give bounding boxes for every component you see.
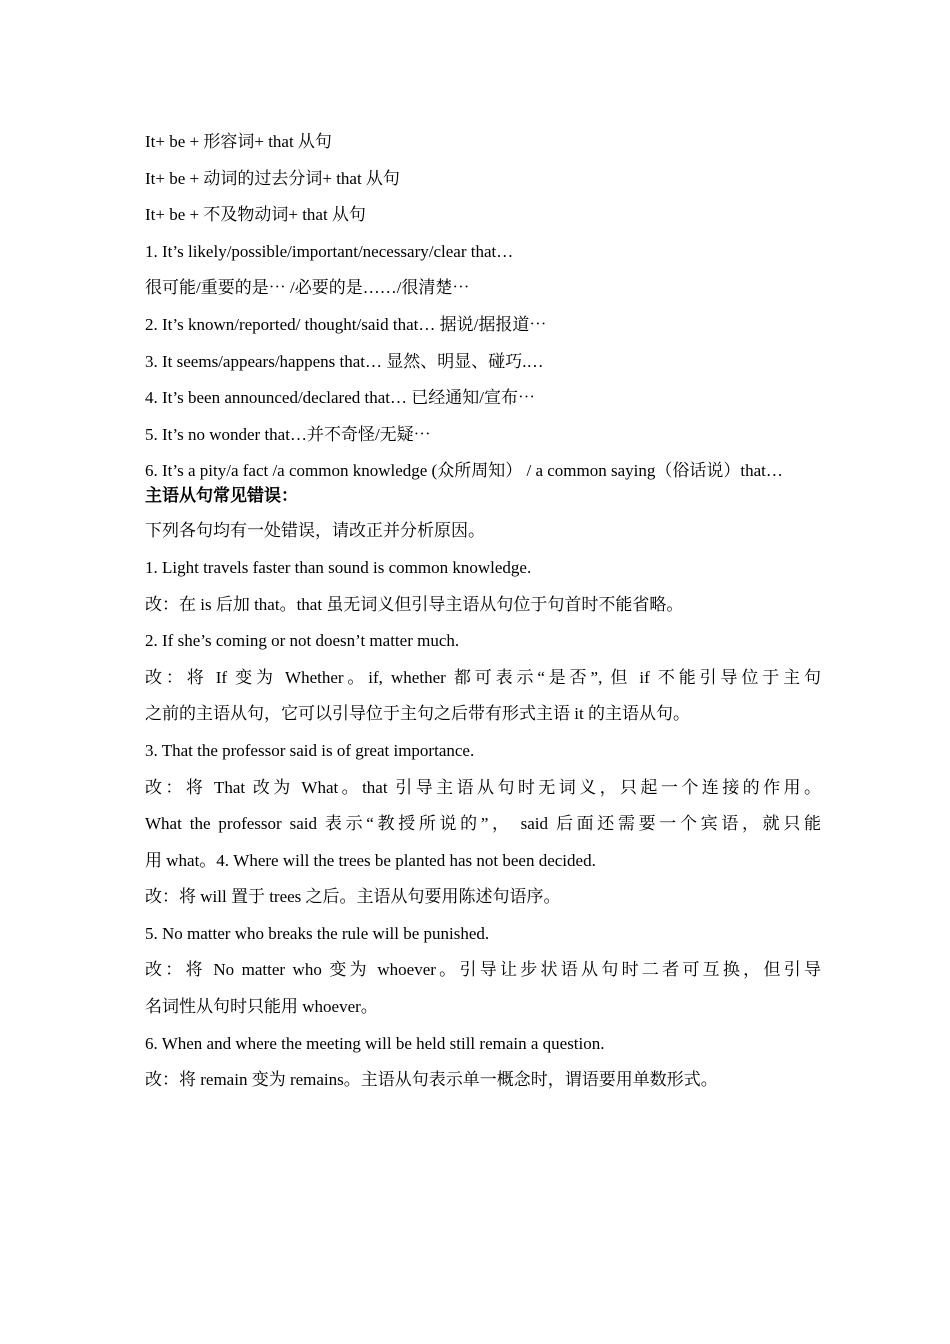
answer-2-line-2: 之前的主语从句，它可以引导位于主句之后带有形式主语 it 的主语从句。 [145,704,690,724]
pattern-line-3: It+ be + 不及物动词+ that 从句 [145,205,366,225]
answer-5-line-1-text: 改：将 No matter who 变为 whoever。引导让步状语从句时二者可互换，但引导 [145,960,821,980]
question-6: 6. When and where the meeting will be held still remain a question. [145,1033,605,1053]
expression-6: 6. It’s a pity/a fact /a common knowledge (众所周知） / a common saying（俗话说）that… [145,461,783,481]
answer-5-line-1 [145,952,825,989]
expression-2: 2. It’s known/reported/ thought/said that… 据说/据报道⋯ [145,314,547,334]
expression-1: 1. It’s likely/possible/important/necessary/clear that… [145,241,514,261]
answer-3-line-2 [145,806,825,843]
pattern-line-2: It+ be + 动词的过去分词+ that 从句 [145,168,400,188]
expression-5: 5. It’s no wonder that…并不奇怪/无疑⋯ [145,424,431,444]
instruction: 下列各句均有一处错误，请改正并分析原因。 [145,521,485,541]
expression-3: 3. It seems/appears/happens that… 显然、明显、碰巧.… [145,351,544,371]
answer-2-line-1 [145,660,825,697]
answer-5-line-2: 名词性从句时只能用 whoever。 [145,997,378,1017]
answer-3-line-1-text: 改：将 That 改为 What。that 引导主语从句时无词义，只起一个连接的作用。 [145,777,821,797]
answer-1: 改：在 is 后加 that。that 虽无词义但引导主语从句位于句首时不能省略。 [145,594,684,614]
document-body [145,124,825,1099]
expression-1-translation: 很可能/重要的是⋯ /必要的是……/很清楚⋯ [145,278,470,298]
section-heading: 主语从句常见错误： [145,486,298,506]
expression-4: 4. It’s been announced/declared that… 已经通知/宣布⋯ [145,388,535,408]
question-5: 5. No matter who breaks the rule will be punished. [145,923,490,943]
answer-4: 改：将 will 置于 trees 之后。主语从句要用陈述句语序。 [145,887,561,907]
question-3: 3. That the professor said is of great importance. [145,740,475,760]
answer-3-line-3: 用 what。4. Where will the trees be planted has not been decided. [145,850,596,870]
answer-2-line-1-text: 改：将 If 变为 Whether。if, whether 都可表示“是否”, 但 if 不能引导位于主句 [145,667,821,687]
question-1: 1. Light travels faster than sound is common knowledge. [145,557,532,577]
question-2: 2. If she’s coming or not doesn’t matter much. [145,631,460,651]
answer-3-line-1 [145,770,825,807]
answer-3-line-2-text: What the professor said 表示“教授所说的”， said 后面还需要一个宾语，就只能 [145,814,821,834]
pattern-line-1: It+ be + 形容词+ that 从句 [145,132,332,151]
answer-6: 改：将 remain 变为 remains。主语从句表示单一概念时，谓语要用单数形式。 [145,1070,718,1090]
